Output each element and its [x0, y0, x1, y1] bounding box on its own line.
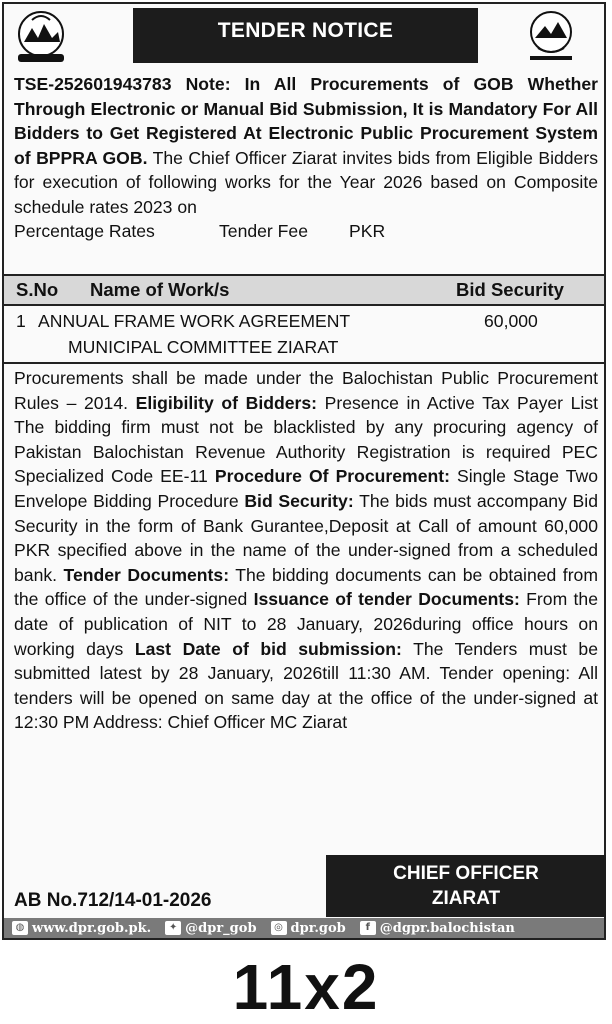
twitter-icon: ✦: [165, 921, 181, 935]
row-bid-security: 60,000: [484, 311, 538, 331]
globe-icon: ◍: [12, 921, 28, 935]
footer-instagram[interactable]: [271, 921, 346, 936]
dpr-logo: [520, 8, 582, 66]
table-header: [4, 274, 604, 306]
footer-twitter[interactable]: [165, 921, 256, 936]
rates-label: Percentage Rates: [14, 221, 155, 241]
instagram-icon: ◎: [271, 921, 287, 935]
balochistan-emblem-logo: [10, 8, 72, 66]
tender-documents-text: The bidding documents can be obtained from the office of the under-signed: [14, 564, 598, 610]
page-title: TENDER NOTICE: [133, 8, 478, 63]
last-date-text: The Tenders must be submitted latest by 28 January, 2026till 11:30 AM. Tender opening: All tenders will be opened on same day at the office of the under-signed at 12:30 PM Address: Chief Officer MC Ziarat: [14, 638, 598, 733]
body-paragraph: [14, 366, 598, 735]
table-row: [4, 306, 604, 364]
procedure-label: Procedure Of Procurement:: [214, 466, 450, 487]
bid-security-text: The bids must accompany Bid Security in the form of Bank Gurantee,Deposit at Call of amount 60,000 PKR specified above in the name of the under-signed from a scheduled bank.: [14, 490, 598, 585]
footer-facebook[interactable]: [360, 921, 515, 936]
footer-bar: [4, 918, 604, 938]
facebook-icon: f: [360, 921, 376, 935]
signature-title: CHIEF OFFICER: [393, 863, 539, 884]
footer-website[interactable]: [12, 921, 151, 936]
ad-size-label: 11x2: [232, 951, 380, 1023]
header-bid-security: Bid Security: [456, 279, 564, 300]
last-date-label: Last Date of bid submission:: [134, 638, 402, 659]
twitter-text: @dpr_gob: [185, 920, 257, 936]
fee-label: Tender Fee: [219, 221, 308, 241]
intro-text: The Chief Officer Ziarat invites bids from Eligible Bidders for execution of following works for the Year 2026 based on Composite schedule rates 2023 on: [14, 147, 598, 217]
procurement-rules-text: Procurements shall be made under the Balochistan Public Procurement Rules – 2014.: [14, 368, 598, 413]
row-name-line1: ANNUAL FRAME WORK AGREEMENT: [38, 311, 351, 331]
signature-box: [326, 855, 606, 917]
row-name-of-work: [34, 308, 464, 360]
fee-line: [14, 219, 598, 244]
fee-currency: PKR: [349, 221, 386, 241]
signature-place: ZIARAT: [431, 888, 501, 909]
bid-security-label: Bid Security:: [244, 490, 354, 511]
issuance-label: Issuance of tender Documents:: [253, 589, 520, 610]
works-table: [4, 274, 604, 364]
website-text: www.dpr.gob.pk.: [32, 920, 152, 936]
intro-paragraph: [14, 72, 598, 244]
facebook-text: @dgpr.balochistan: [379, 920, 515, 936]
instagram-text: dpr.gob: [290, 920, 346, 936]
header-sno: S.No: [16, 279, 59, 300]
row-name-line2: MUNICIPAL COMMITTEE ZIARAT: [68, 337, 339, 357]
tse-note: TSE-252601943783 Note: In All Procurements of GOB Whether Through Electronic or Manual Bid Submission, It is Mandatory For All Bidders to Get Registered At Electronic Public Procurement System of BPPRA GOB.: [14, 74, 598, 168]
eligibility-label: Eligibility of Bidders:: [135, 392, 317, 413]
issuance-text: From the date of publication of NIT to 28 January, 2026during office hours on working days: [14, 589, 599, 659]
tender-documents-label: Tender Documents:: [63, 564, 230, 585]
row-sno: 1: [16, 311, 26, 331]
ab-number: AB No.712/14-01-2026: [14, 890, 212, 911]
procedure-text: Single Stage Two Envelope Bidding Procedure: [14, 466, 599, 511]
header-name-of-work: Name of Work/s: [90, 279, 230, 300]
eligibility-text: Presence in Active Tax Payer List The bidding firm must not be blacklisted by any procuring agency of Pakistan Balochistan Revenue Authority Registration is required PEC Specialized Code EE-11: [14, 392, 598, 487]
